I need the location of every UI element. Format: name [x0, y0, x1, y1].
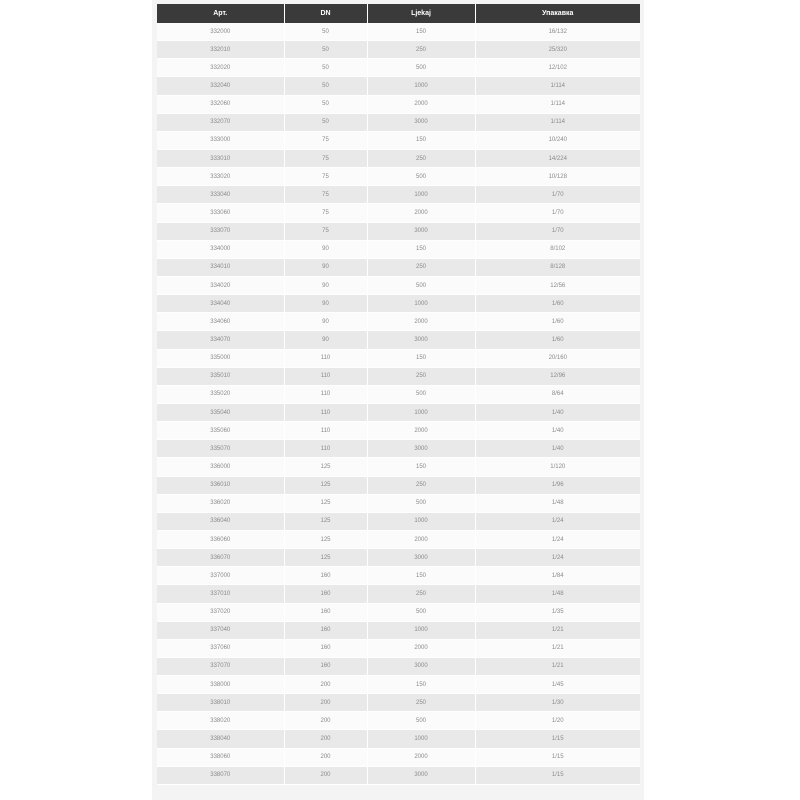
cell-packaging: 1/114 [475, 95, 640, 113]
cell-article: 332040 [157, 77, 284, 95]
header-length: Ljekaj [367, 4, 475, 23]
table-row [157, 59, 640, 77]
cell-article: 338070 [157, 766, 284, 784]
cell-dn: 200 [284, 730, 367, 748]
cell-article: 335040 [157, 403, 284, 421]
cell-dn: 200 [284, 712, 367, 730]
cell-dn: 75 [284, 149, 367, 167]
cell-article: 336010 [157, 476, 284, 494]
table-row [157, 258, 640, 276]
cell-length: 150 [367, 131, 475, 149]
cell-packaging: 10/240 [475, 131, 640, 149]
cell-packaging: 1/114 [475, 113, 640, 131]
cell-packaging: 1/30 [475, 694, 640, 712]
cell-length: 3000 [367, 766, 475, 784]
cell-packaging: 1/15 [475, 730, 640, 748]
cell-packaging: 1/24 [475, 512, 640, 530]
cell-article: 338020 [157, 712, 284, 730]
cell-article: 337020 [157, 603, 284, 621]
cell-article: 332000 [157, 23, 284, 41]
table-row [157, 95, 640, 113]
cell-length: 2000 [367, 313, 475, 331]
cell-length: 150 [367, 567, 475, 585]
cell-article: 338010 [157, 694, 284, 712]
cell-dn: 90 [284, 258, 367, 276]
cell-dn: 125 [284, 494, 367, 512]
cell-packaging: 12/56 [475, 276, 640, 294]
cell-length: 1000 [367, 295, 475, 313]
cell-length: 1000 [367, 77, 475, 95]
table-row [157, 349, 640, 367]
cell-packaging: 1/70 [475, 204, 640, 222]
table-row [157, 694, 640, 712]
cell-length: 3000 [367, 331, 475, 349]
cell-packaging: 14/224 [475, 149, 640, 167]
cell-dn: 75 [284, 186, 367, 204]
cell-dn: 160 [284, 585, 367, 603]
cell-article: 334060 [157, 313, 284, 331]
cell-dn: 200 [284, 748, 367, 766]
cell-article: 332060 [157, 95, 284, 113]
table-row [157, 113, 640, 131]
cell-packaging: 1/45 [475, 676, 640, 694]
cell-dn: 50 [284, 113, 367, 131]
cell-packaging: 1/35 [475, 603, 640, 621]
cell-dn: 110 [284, 422, 367, 440]
cell-article: 335060 [157, 422, 284, 440]
cell-article: 337010 [157, 585, 284, 603]
table-header [157, 4, 640, 23]
table-row [157, 131, 640, 149]
cell-length: 500 [367, 712, 475, 730]
cell-length: 3000 [367, 113, 475, 131]
cell-length: 500 [367, 494, 475, 512]
table-row [157, 331, 640, 349]
cell-packaging: 1/84 [475, 567, 640, 585]
cell-article: 333070 [157, 222, 284, 240]
cell-article: 337060 [157, 639, 284, 657]
cell-length: 250 [367, 258, 475, 276]
cell-packaging: 1/24 [475, 530, 640, 548]
cell-length: 2000 [367, 748, 475, 766]
cell-dn: 90 [284, 295, 367, 313]
cell-article: 338000 [157, 676, 284, 694]
table-body [157, 23, 640, 784]
cell-packaging: 1/40 [475, 422, 640, 440]
table-row [157, 186, 640, 204]
cell-length: 2000 [367, 530, 475, 548]
cell-packaging: 8/128 [475, 258, 640, 276]
cell-packaging: 1/96 [475, 476, 640, 494]
table-row [157, 458, 640, 476]
cell-packaging: 1/48 [475, 585, 640, 603]
cell-dn: 160 [284, 567, 367, 585]
table-row [157, 494, 640, 512]
cell-length: 500 [367, 276, 475, 294]
table-row [157, 567, 640, 585]
cell-article: 335010 [157, 367, 284, 385]
cell-packaging: 16/132 [475, 23, 640, 41]
header-dn: DN [284, 4, 367, 23]
cell-length: 3000 [367, 440, 475, 458]
table-row [157, 41, 640, 59]
cell-packaging: 12/96 [475, 367, 640, 385]
cell-packaging: 1/40 [475, 440, 640, 458]
cell-length: 150 [367, 458, 475, 476]
cell-packaging: 12/102 [475, 59, 640, 77]
product-spec-table [157, 4, 640, 785]
cell-dn: 90 [284, 331, 367, 349]
table-row [157, 585, 640, 603]
table-row [157, 422, 640, 440]
table-row [157, 222, 640, 240]
cell-length: 1000 [367, 186, 475, 204]
cell-packaging: 25/320 [475, 41, 640, 59]
cell-dn: 125 [284, 476, 367, 494]
table-row [157, 385, 640, 403]
cell-packaging: 10/128 [475, 168, 640, 186]
cell-length: 2000 [367, 422, 475, 440]
cell-length: 2000 [367, 639, 475, 657]
cell-article: 336000 [157, 458, 284, 476]
cell-length: 250 [367, 694, 475, 712]
cell-dn: 110 [284, 403, 367, 421]
table-row [157, 240, 640, 258]
table-row [157, 23, 640, 41]
table-row [157, 712, 640, 730]
table-row [157, 276, 640, 294]
cell-length: 2000 [367, 204, 475, 222]
cell-article: 333060 [157, 204, 284, 222]
cell-dn: 50 [284, 95, 367, 113]
cell-packaging: 1/15 [475, 766, 640, 784]
table-row [157, 476, 640, 494]
cell-dn: 125 [284, 549, 367, 567]
cell-dn: 125 [284, 512, 367, 530]
cell-packaging: 8/64 [475, 385, 640, 403]
cell-packaging: 1/21 [475, 639, 640, 657]
cell-article: 335000 [157, 349, 284, 367]
cell-dn: 200 [284, 766, 367, 784]
table-row [157, 149, 640, 167]
cell-packaging: 1/70 [475, 186, 640, 204]
table-row [157, 295, 640, 313]
cell-dn: 200 [284, 694, 367, 712]
cell-dn: 90 [284, 313, 367, 331]
cell-dn: 200 [284, 676, 367, 694]
cell-packaging: 1/60 [475, 295, 640, 313]
cell-article: 336040 [157, 512, 284, 530]
cell-dn: 110 [284, 385, 367, 403]
cell-article: 337070 [157, 657, 284, 675]
cell-article: 336070 [157, 549, 284, 567]
cell-dn: 90 [284, 276, 367, 294]
cell-article: 334070 [157, 331, 284, 349]
table-row [157, 766, 640, 784]
table-row [157, 204, 640, 222]
cell-dn: 160 [284, 603, 367, 621]
cell-dn: 160 [284, 657, 367, 675]
cell-length: 250 [367, 585, 475, 603]
cell-length: 150 [367, 240, 475, 258]
cell-length: 1000 [367, 730, 475, 748]
cell-packaging: 1/40 [475, 403, 640, 421]
cell-dn: 90 [284, 240, 367, 258]
cell-article: 334000 [157, 240, 284, 258]
cell-packaging: 1/24 [475, 549, 640, 567]
cell-article: 332020 [157, 59, 284, 77]
cell-packaging: 1/20 [475, 712, 640, 730]
table-row [157, 676, 640, 694]
cell-article: 336020 [157, 494, 284, 512]
table-row [157, 639, 640, 657]
cell-dn: 110 [284, 349, 367, 367]
cell-article: 336060 [157, 530, 284, 548]
cell-article: 337040 [157, 621, 284, 639]
table-row [157, 403, 640, 421]
cell-dn: 50 [284, 77, 367, 95]
cell-dn: 125 [284, 530, 367, 548]
cell-dn: 125 [284, 458, 367, 476]
cell-article: 334040 [157, 295, 284, 313]
cell-dn: 50 [284, 41, 367, 59]
cell-packaging: 1/48 [475, 494, 640, 512]
cell-length: 150 [367, 349, 475, 367]
cell-length: 3000 [367, 549, 475, 567]
cell-article: 334020 [157, 276, 284, 294]
cell-packaging: 1/21 [475, 621, 640, 639]
cell-length: 500 [367, 168, 475, 186]
cell-dn: 75 [284, 168, 367, 186]
cell-length: 500 [367, 59, 475, 77]
cell-packaging: 20/160 [475, 349, 640, 367]
cell-dn: 75 [284, 222, 367, 240]
cell-article: 332010 [157, 41, 284, 59]
table-row [157, 512, 640, 530]
cell-article: 337000 [157, 567, 284, 585]
cell-length: 3000 [367, 222, 475, 240]
cell-packaging: 1/120 [475, 458, 640, 476]
cell-packaging: 1/60 [475, 331, 640, 349]
cell-length: 500 [367, 385, 475, 403]
cell-dn: 50 [284, 23, 367, 41]
cell-length: 3000 [367, 657, 475, 675]
cell-length: 250 [367, 367, 475, 385]
cell-article: 334010 [157, 258, 284, 276]
cell-dn: 75 [284, 204, 367, 222]
header-row [157, 4, 640, 23]
cell-length: 250 [367, 476, 475, 494]
cell-packaging: 1/15 [475, 748, 640, 766]
cell-packaging: 1/70 [475, 222, 640, 240]
cell-packaging: 8/102 [475, 240, 640, 258]
cell-article: 332070 [157, 113, 284, 131]
cell-length: 250 [367, 149, 475, 167]
cell-length: 1000 [367, 512, 475, 530]
cell-article: 338060 [157, 748, 284, 766]
table-row [157, 748, 640, 766]
cell-length: 1000 [367, 621, 475, 639]
cell-dn: 50 [284, 59, 367, 77]
table-row [157, 367, 640, 385]
cell-dn: 75 [284, 131, 367, 149]
cell-article: 333020 [157, 168, 284, 186]
cell-article: 333010 [157, 149, 284, 167]
cell-article: 333040 [157, 186, 284, 204]
cell-packaging: 1/21 [475, 657, 640, 675]
table-row [157, 730, 640, 748]
table-row [157, 530, 640, 548]
table-row [157, 603, 640, 621]
header-article: Арт. [157, 4, 284, 23]
cell-article: 335070 [157, 440, 284, 458]
cell-dn: 110 [284, 367, 367, 385]
cell-article: 338040 [157, 730, 284, 748]
cell-length: 250 [367, 41, 475, 59]
table-row [157, 440, 640, 458]
header-packaging: Упакавка [475, 4, 640, 23]
cell-packaging: 1/60 [475, 313, 640, 331]
cell-dn: 160 [284, 621, 367, 639]
table-row [157, 549, 640, 567]
cell-length: 150 [367, 23, 475, 41]
cell-dn: 110 [284, 440, 367, 458]
cell-length: 2000 [367, 95, 475, 113]
table-row [157, 657, 640, 675]
cell-article: 333000 [157, 131, 284, 149]
cell-dn: 160 [284, 639, 367, 657]
cell-length: 500 [367, 603, 475, 621]
cell-length: 1000 [367, 403, 475, 421]
cell-packaging: 1/114 [475, 77, 640, 95]
table-row [157, 168, 640, 186]
table-row [157, 621, 640, 639]
table-row [157, 77, 640, 95]
cell-article: 335020 [157, 385, 284, 403]
table-row [157, 313, 640, 331]
cell-length: 150 [367, 676, 475, 694]
